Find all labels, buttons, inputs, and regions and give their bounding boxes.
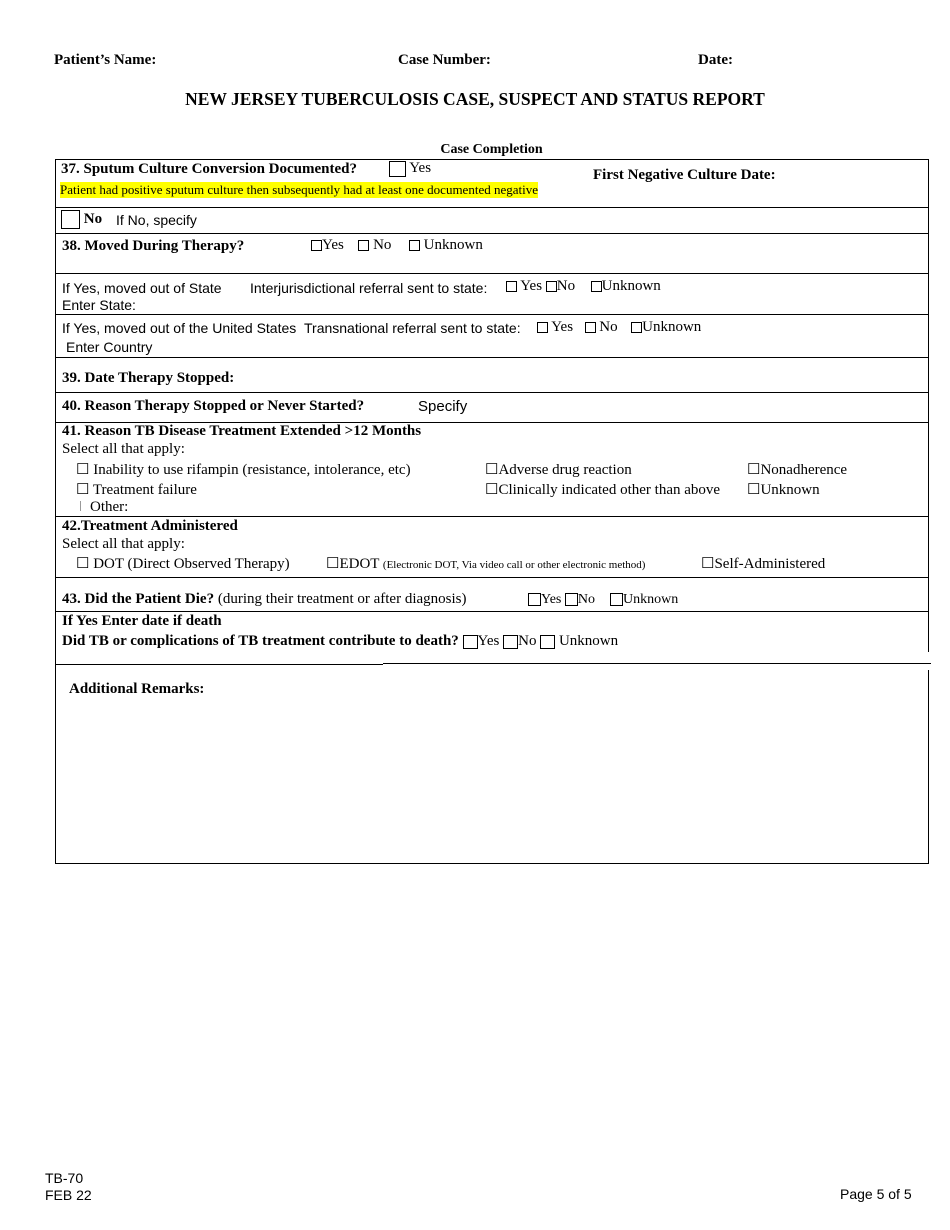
q38-label: 38. Moved During Therapy? bbox=[62, 238, 245, 254]
q38-enter-state: Enter State: bbox=[62, 297, 136, 313]
q37-no-option[interactable]: No bbox=[61, 210, 102, 229]
q42-option-dot[interactable]: ☐ DOT (Direct Observed Therapy) bbox=[76, 556, 290, 572]
q41-option-clinically-indicated[interactable]: ☐Clinically indicated other than above bbox=[485, 482, 721, 498]
q37-yes-option[interactable]: Yes bbox=[389, 160, 431, 177]
date-label: Date: bbox=[698, 52, 733, 68]
q38-unknown-checkbox[interactable] bbox=[409, 240, 420, 251]
q38-state-yes-checkbox[interactable] bbox=[506, 281, 517, 292]
q38-us-label: If Yes, moved out of the United States bbox=[62, 320, 297, 336]
q41-option-adverse-reaction[interactable]: ☐Adverse drug reaction bbox=[485, 462, 632, 478]
q43-no-checkbox[interactable] bbox=[565, 593, 578, 606]
q41-option-treatment-failure[interactable]: ☐ Treatment failure bbox=[76, 482, 197, 498]
page-title: NEW JERSEY TUBERCULOSIS CASE, SUSPECT AND STATUS REPORT bbox=[185, 89, 765, 109]
q39-label: 39. Date Therapy Stopped: bbox=[62, 370, 235, 386]
form-date: FEB 22 bbox=[45, 1187, 92, 1203]
q38-state-options: Yes No Unknown bbox=[506, 278, 661, 295]
form-code: TB-70 bbox=[45, 1170, 84, 1186]
q42-select-hint: Select all that apply: bbox=[62, 536, 185, 552]
q37-if-no-specify: If No, specify bbox=[116, 212, 197, 228]
q38-state-no-checkbox[interactable] bbox=[546, 281, 557, 292]
q37-first-negative-label: First Negative Culture Date: bbox=[593, 167, 776, 183]
section-title: Case Completion bbox=[440, 142, 543, 157]
q38-state-label: If Yes, moved out of State bbox=[62, 280, 222, 296]
q41-other[interactable]: Other: bbox=[90, 499, 129, 515]
q38-us-referral: Transnational referral sent to state: bbox=[304, 320, 521, 336]
additional-remarks-label: Additional Remarks: bbox=[69, 681, 205, 697]
q43-contribute-unknown-checkbox[interactable] bbox=[540, 635, 555, 649]
q43-contribute-yes-checkbox[interactable] bbox=[463, 635, 478, 649]
q41-option-unknown[interactable]: ☐Unknown bbox=[747, 482, 820, 498]
q43-yes-checkbox[interactable] bbox=[528, 593, 541, 606]
q43-question bbox=[62, 591, 467, 608]
q38-enter-country: Enter Country bbox=[66, 339, 153, 355]
q43-contribute-no-checkbox[interactable] bbox=[503, 635, 518, 649]
q42-edot-note: (Electronic DOT, Via video call or other electronic method) bbox=[382, 559, 646, 571]
q38-us-yes-checkbox[interactable] bbox=[537, 322, 548, 333]
q43-unknown-checkbox[interactable] bbox=[610, 593, 623, 606]
q43-options: Yes No Unknown bbox=[528, 592, 678, 608]
q41-option-nonadherence[interactable]: ☐Nonadherence bbox=[747, 462, 848, 478]
q38-us-no-checkbox[interactable] bbox=[585, 322, 596, 333]
q42-label: 42.Treatment Administered bbox=[62, 518, 238, 534]
q43-qualifier: (during their treatment or after diagnosis) bbox=[217, 591, 467, 607]
q41-option-rifampin[interactable]: ☐ Inability to use rifampin (resistance, intolerance, etc) bbox=[76, 462, 411, 478]
q38-no-checkbox[interactable] bbox=[358, 240, 369, 251]
q41-label: 41. Reason TB Disease Treatment Extended >12 Months bbox=[62, 423, 422, 439]
q37-yes-checkbox[interactable] bbox=[389, 161, 406, 177]
case-number-label: Case Number: bbox=[398, 52, 491, 68]
q43-contribute-question: Did TB or complications of TB treatment contribute to death? Yes No Unknown bbox=[62, 633, 619, 649]
q38-state-referral: Interjurisdictional referral sent to state: bbox=[250, 280, 488, 296]
additional-remarks-field[interactable] bbox=[60, 702, 922, 858]
q38-options: Yes No Unknown bbox=[311, 237, 483, 254]
q43-date-of-death-label: If Yes Enter date if death bbox=[62, 613, 222, 629]
q42-option-self-administered[interactable]: ☐Self-Administered bbox=[701, 556, 826, 572]
q40-specify: Specify bbox=[418, 398, 468, 415]
q42-option-edot[interactable]: ☐EDOT (Electronic DOT, Via video call or other electronic method) bbox=[326, 556, 646, 572]
patient-name-label: Patient’s Name: bbox=[54, 52, 157, 68]
q38-us-unknown-checkbox[interactable] bbox=[631, 322, 642, 333]
q40-label: 40. Reason Therapy Stopped or Never Started? bbox=[62, 398, 365, 414]
q37-note: Patient had positive sputum culture then subsequently had at least one documented negative bbox=[60, 182, 538, 197]
page-number: Page 5 of 5 bbox=[840, 1186, 912, 1202]
q37-no-checkbox[interactable] bbox=[61, 210, 80, 229]
q41-select-hint: Select all that apply: bbox=[62, 441, 185, 457]
q43-label: 43. Did the Patient Die? bbox=[62, 591, 215, 607]
q37-label: 37. Sputum Culture Conversion Documented? bbox=[61, 161, 357, 177]
q38-us-options: Yes No Unknown bbox=[537, 319, 701, 336]
q38-yes-checkbox[interactable] bbox=[311, 240, 322, 251]
q38-state-unknown-checkbox[interactable] bbox=[591, 281, 602, 292]
